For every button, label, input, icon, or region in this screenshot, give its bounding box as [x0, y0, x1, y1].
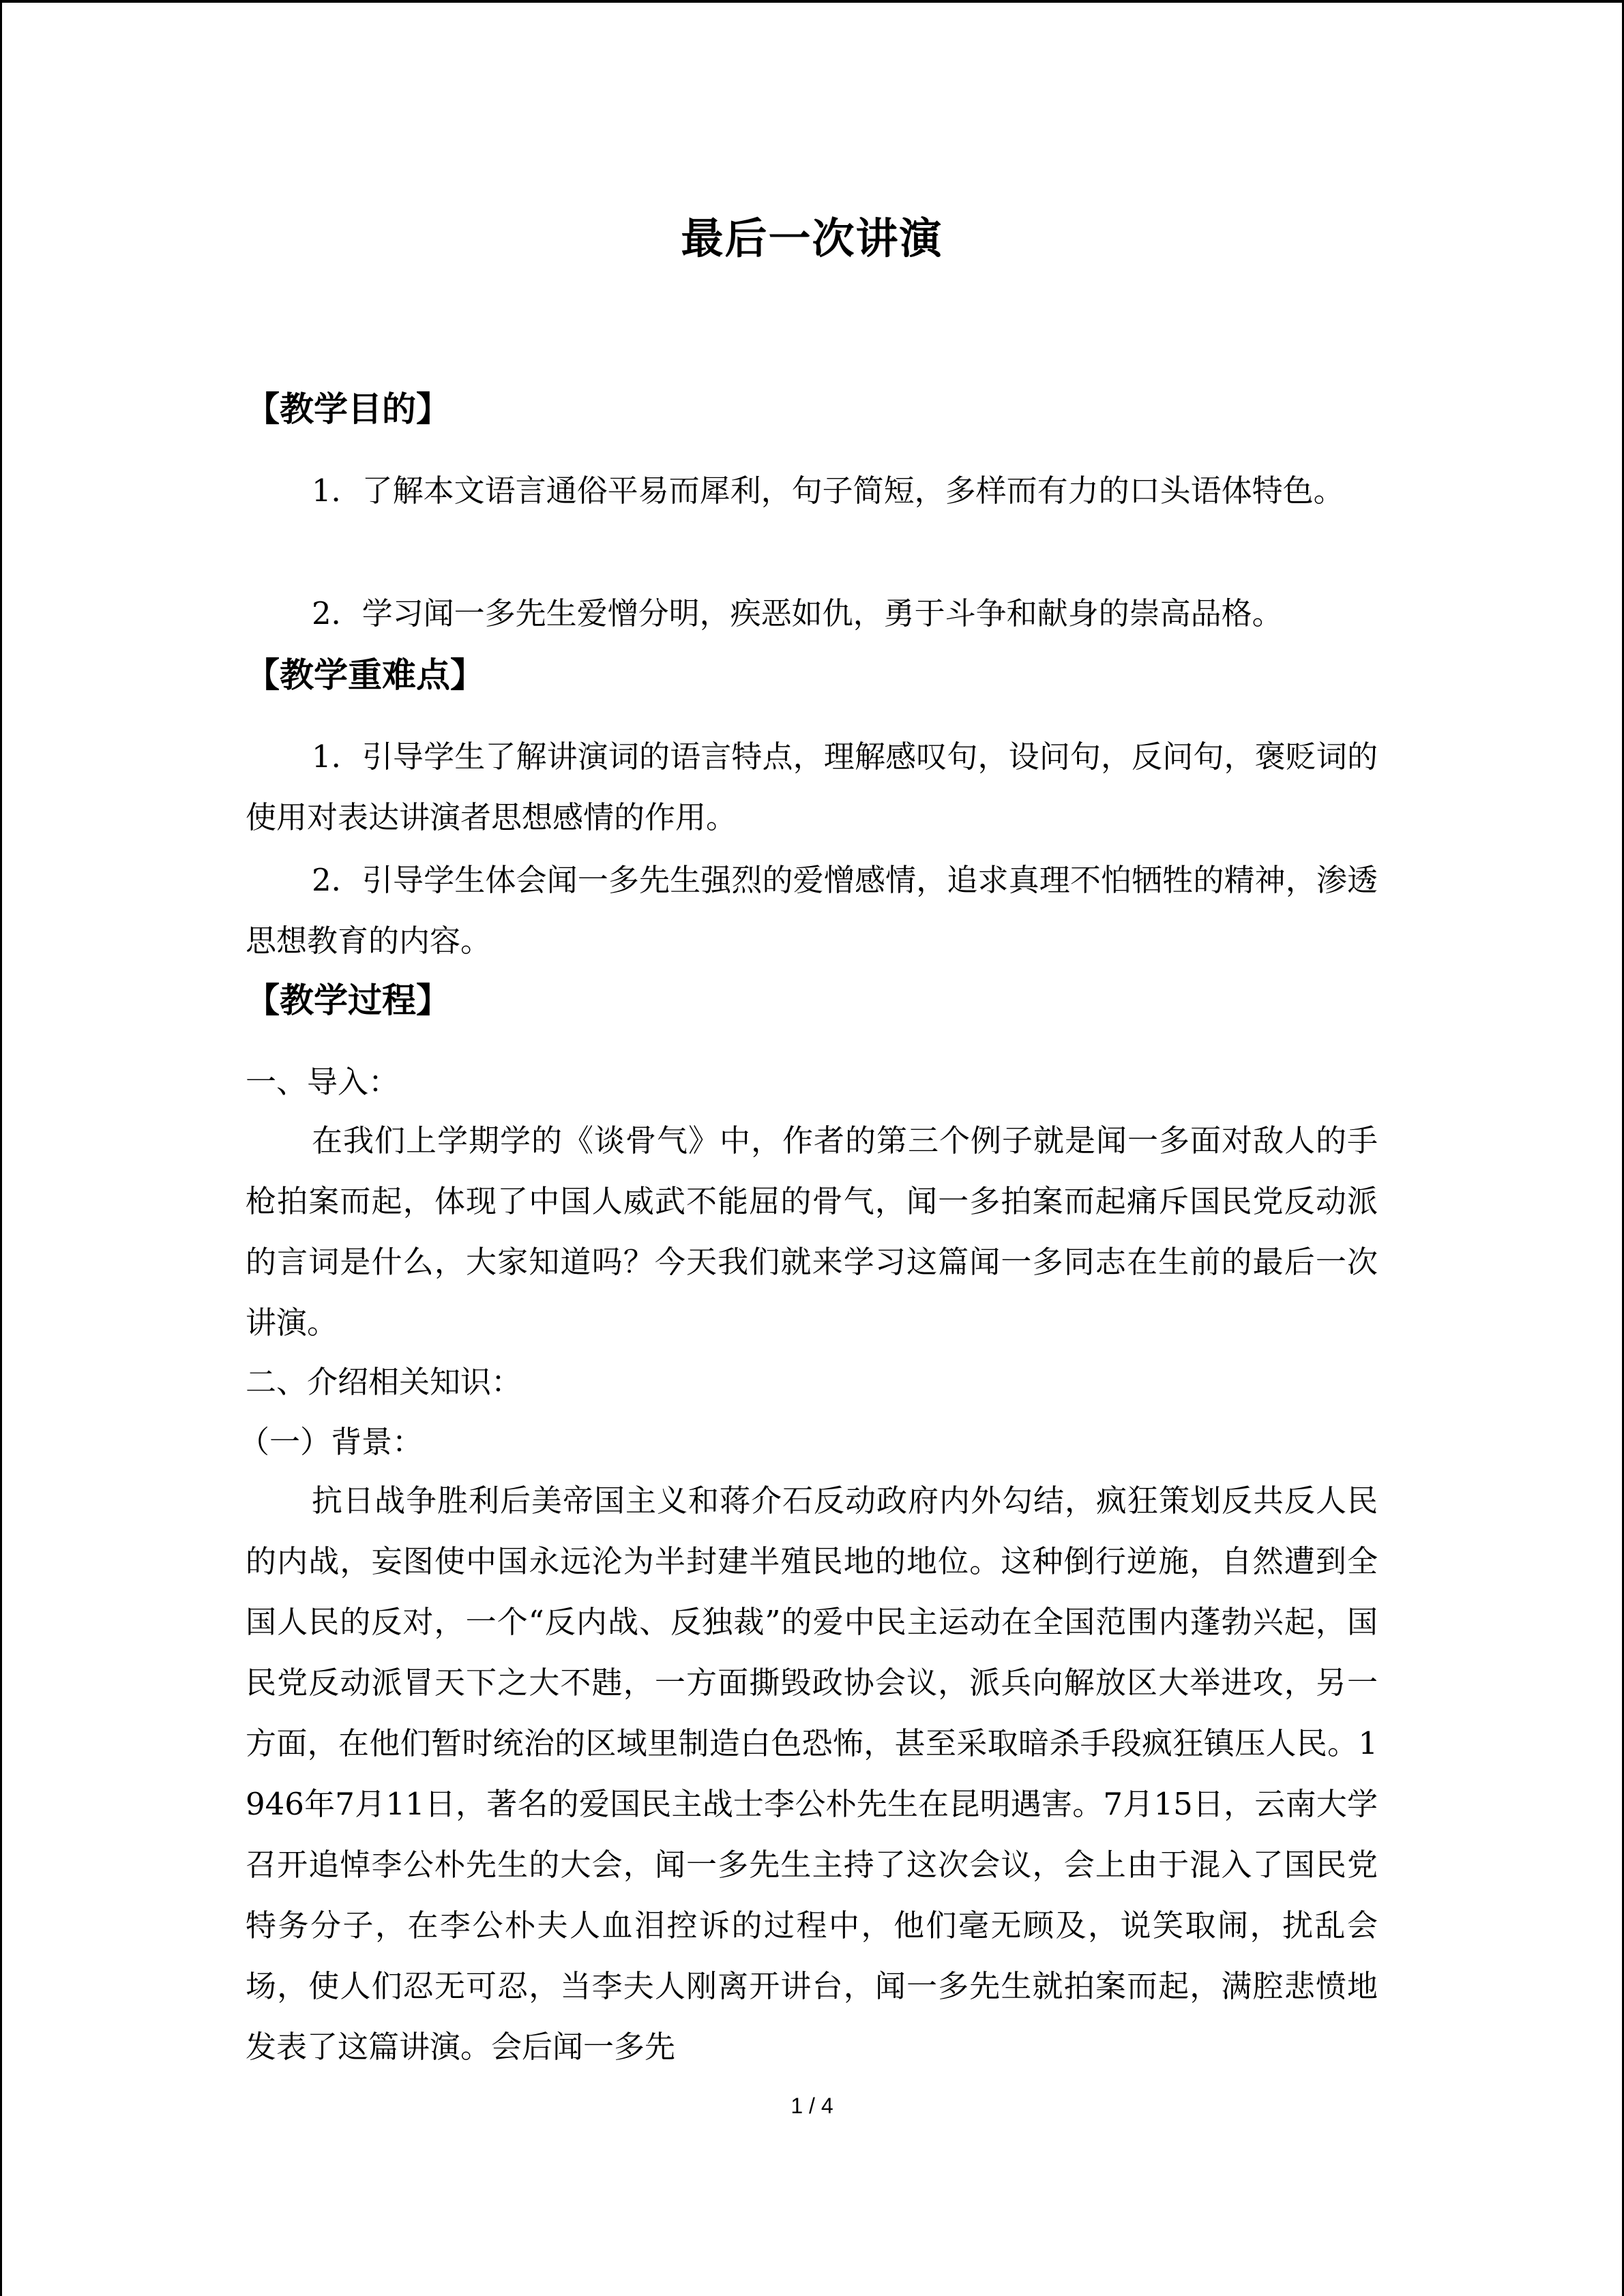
key-item-2: 2．引导学生体会闻一多先生强烈的爱憎感情，追求真理不怕牺牲的精神，渗透思想教育的内容。	[246, 862, 1378, 959]
purpose-item-2: 2．学习闻一多先生爱憎分明，疾恶如仇，勇于斗争和献身的崇高品格。	[312, 595, 1283, 631]
document-title: 最后一次讲演	[681, 213, 943, 263]
key-item-1: 1．引导学生了解讲演词的语言特点，理解感叹句，设问句，反问句，褒贬词的使用对表达讲演者思想感情的作用。	[246, 739, 1378, 835]
page-left-border	[0, 0, 2, 2296]
section-label-background: （一）背景：	[239, 1424, 424, 1460]
section-label-intro: 一、导入：	[246, 1064, 400, 1100]
section-label-knowledge: 二、介绍相关知识：	[246, 1364, 522, 1400]
heading-teaching-purpose: 【教学目的】	[246, 389, 450, 429]
purpose-item-1: 1．了解本文语言通俗平易而犀利，句子简短，多样而有力的口头语体特色。	[312, 473, 1344, 509]
page-top-border	[0, 0, 1624, 3]
heading-key-difficult-points: 【教学重难点】	[246, 655, 484, 695]
background-paragraph: 抗日战争胜利后美帝国主义和蒋介石反动政府内外勾结，疯狂策划反共反人民的内战，妄图使中国永远沦为半封建半殖民地的地位。这种倒行逆施，自然遭到全国人民的反对，一个“反内战、反独裁”的爱中民主运动在全国范围内蓬勃兴起，国民党反动派冒天下之大不韪，一方面撕毁政协会议，派兵向解放区大举进攻，另一方面，在他们暂时统治的区域里制造白色恐怖，甚至采取暗杀手段疯狂镇压人民。1946年7月11日，著名的爱国民主战士李公朴先生在昆明遇害。7月15日，云南大学召开追悼李公朴先生的大会，闻一多先生主持了这次会议，会上由于混入了国民党特务分子，在李公朴夫人血泪控诉的过程中，他们毫无顾及，说笑取闹，扰乱会场，使人们忍无可忍，当李夫人刚离开讲台，闻一多先生就拍案而起，满腔悲愤地发表了这篇讲演。会后闻一多先	[246, 1482, 1378, 2065]
heading-teaching-process: 【教学过程】	[246, 981, 450, 1020]
intro-paragraph: 在我们上学期学的《谈骨气》中，作者的第三个例子就是闻一多面对敌人的手枪拍案而起，体现了中国人威武不能屈的骨气，闻一多拍案而起痛斥国民党反动派的言词是什么，大家知道吗？今天我们就来学习这篇闻一多同志在生前的最后一次讲演。	[246, 1122, 1378, 1341]
page-number: 1 / 4	[791, 2093, 833, 2118]
